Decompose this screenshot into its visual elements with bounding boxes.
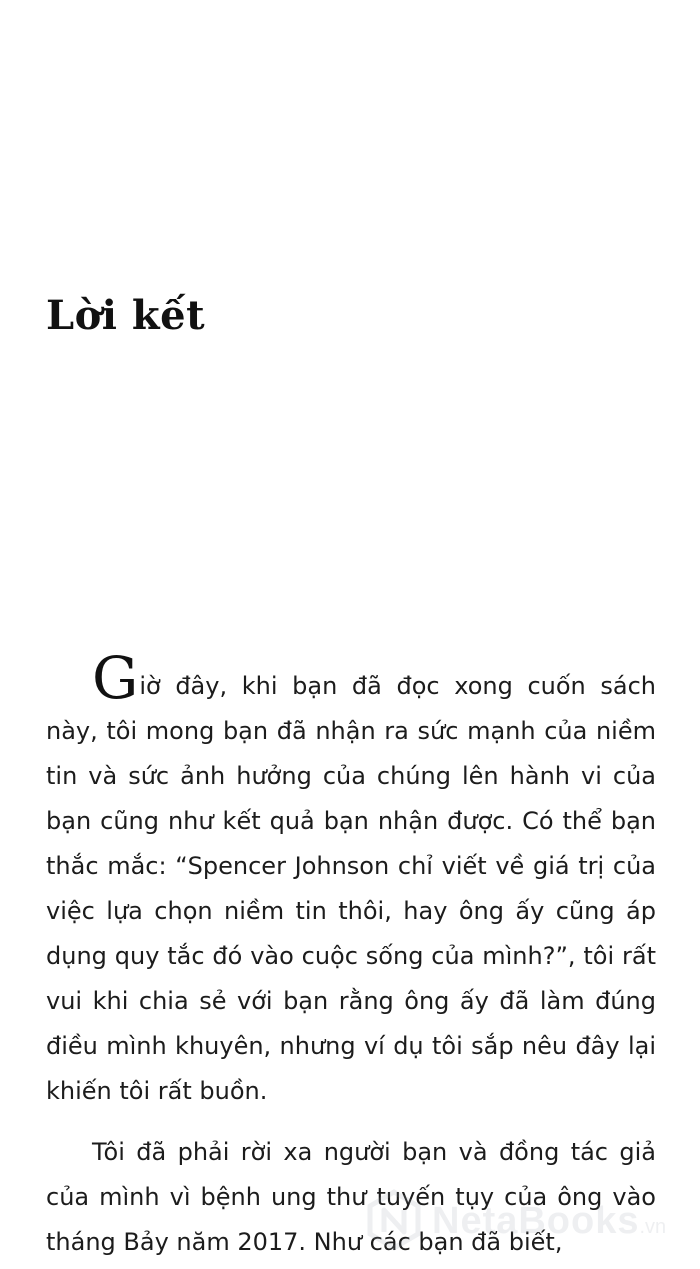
paragraph-1 bbox=[46, 644, 656, 1114]
chapter-body bbox=[46, 644, 656, 1265]
paragraph-1-text: iờ đây, khi bạn đã đọc xong cuốn sách này, tôi mong bạn đã nhận ra sức mạnh của niềm tin và sức ảnh hưởng của chúng lên hành vi của bạn cũng như kết quả bạn nhận được. Có thể bạn thắc mắc: “Spencer Johnson chỉ viết về giá trị của việc lựa chọn niềm tin thôi, hay ông ấy cũng áp dụng quy tắc đó vào cuộc sống của mình?”, tôi rất vui khi chia sẻ với bạn rằng ông ấy đã làm đúng điều mình khuyên, nhưng ví dụ tôi sắp nêu đây lại khiến tôi rất buồn. bbox=[46, 672, 656, 1105]
paragraph-2: Tôi đã phải rời xa người bạn và đồng tác giả của mình vì bệnh ung thư tuyến tụy của ông vào tháng Bảy năm 2017. Như các bạn đã biết, bbox=[46, 1138, 656, 1256]
watermark-tld: .vn bbox=[639, 1216, 667, 1238]
chapter-title: Lời kết bbox=[46, 292, 206, 339]
drop-cap-letter: G bbox=[92, 644, 139, 712]
watermark-brand: NetaBooks bbox=[432, 1200, 640, 1242]
